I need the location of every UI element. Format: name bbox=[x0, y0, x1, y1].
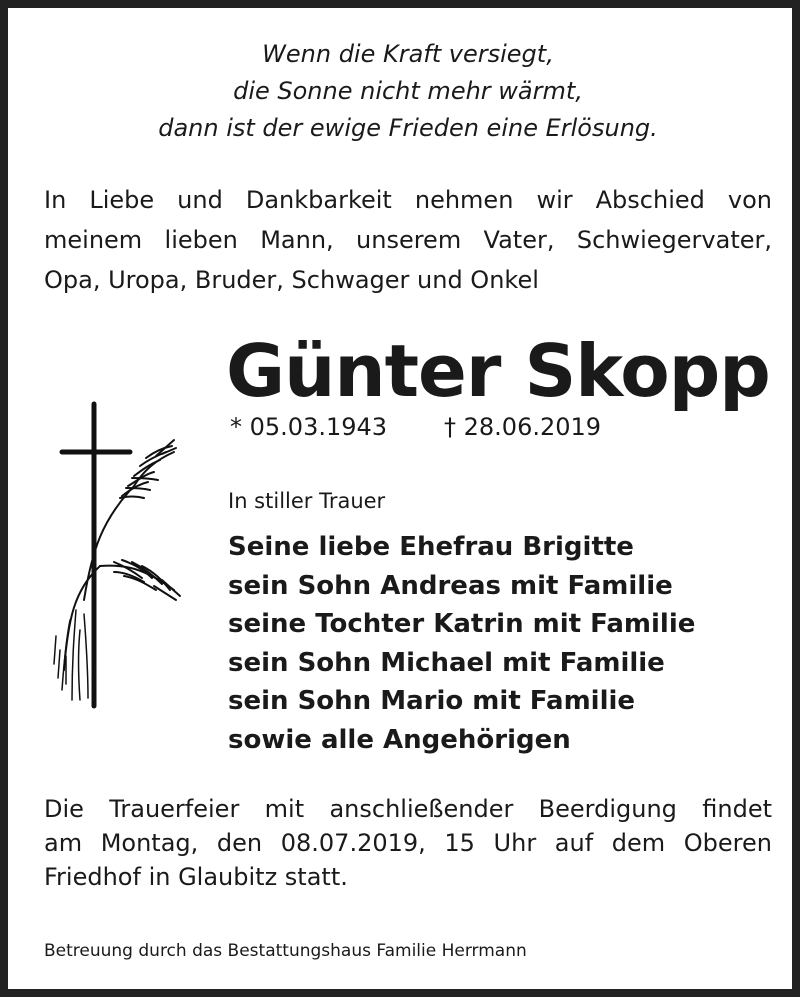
mourner-line: seine Tochter Katrin mit Familie bbox=[228, 609, 696, 640]
service-line: Die Trauerfeier mit anschließender Beerdigung findet bbox=[44, 795, 772, 823]
service-line: Friedhof in Glaubitz statt. bbox=[44, 863, 348, 891]
deceased-name: Günter Skopp bbox=[226, 329, 770, 413]
mourner-line: Seine liebe Ehefrau Brigitte bbox=[228, 532, 634, 562]
mourner-line: sein Sohn Andreas mit Familie bbox=[228, 570, 673, 601]
mourners-list bbox=[228, 528, 695, 760]
mourner-line: sowie alle Angehörigen bbox=[228, 724, 571, 755]
mourning-heading: In stiller Trauer bbox=[228, 489, 386, 513]
cross-with-wheat-icon bbox=[44, 400, 184, 712]
mourner-line: sein Sohn Michael mit Familie bbox=[228, 647, 665, 678]
poem-line: dann ist der ewige Frieden eine Erlösung. bbox=[158, 114, 658, 142]
service-line: am Montag, den 08.07.2019, 15 Uhr auf dem Oberen bbox=[44, 829, 772, 857]
mourner-line: sein Sohn Mario mit Familie bbox=[228, 686, 636, 717]
poem-line: die Sonne nicht mehr wärmt, bbox=[233, 77, 583, 105]
poem bbox=[8, 36, 800, 147]
intro-line: meinem lieben Mann, unserem Vater, Schwiegervater, bbox=[44, 226, 772, 254]
intro-line: Opa, Uropa, Bruder, Schwager und Onkel bbox=[44, 266, 539, 294]
poem-line: Wenn die Kraft versiegt, bbox=[262, 40, 554, 68]
death-date: † 28.06.2019 bbox=[444, 413, 602, 441]
funeral-home-credit: Betreuung durch das Bestattungshaus Familie Herrmann bbox=[44, 941, 527, 961]
intro-line: In Liebe und Dankbarkeit nehmen wir Abschied von bbox=[44, 186, 772, 214]
funeral-service-info bbox=[44, 792, 772, 894]
farewell-intro bbox=[44, 180, 772, 300]
birth-date: * 05.03.1943 bbox=[230, 413, 388, 441]
